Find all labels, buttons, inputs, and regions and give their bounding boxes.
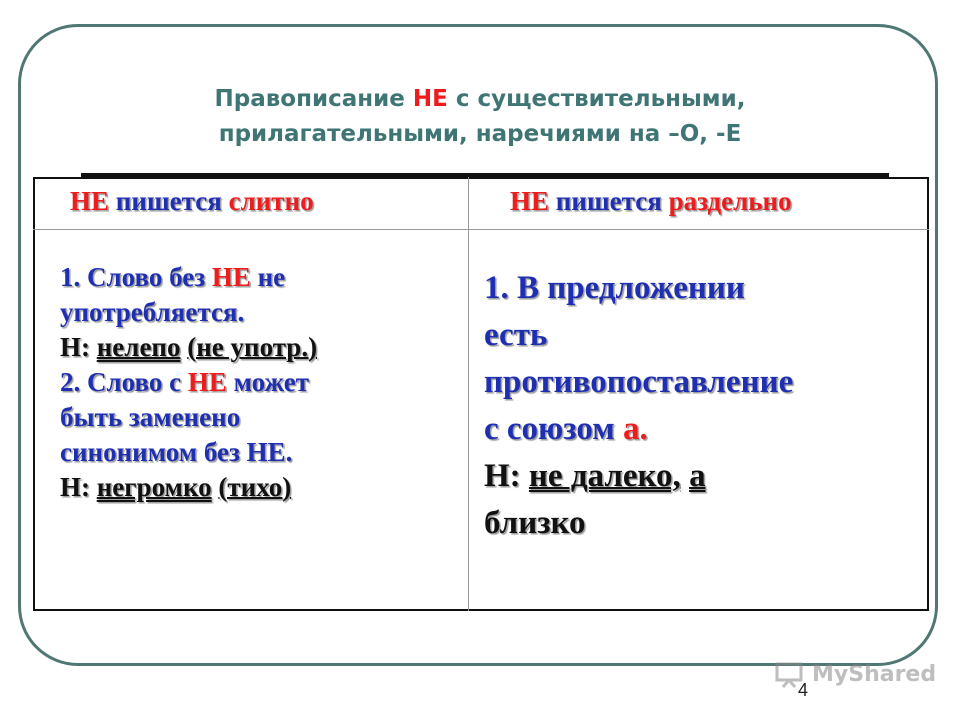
left-text: может [226, 367, 309, 397]
right-line: близко [484, 505, 586, 541]
page-number: 4 [798, 680, 809, 700]
title-line-1 [0, 82, 960, 117]
title-text: с существительными, [447, 86, 746, 112]
left-line [60, 365, 460, 400]
right-cell [484, 265, 924, 547]
left-text: не [250, 262, 286, 292]
right-line: 1. В предложении [484, 270, 745, 306]
header-text: пишется [549, 186, 669, 216]
header-divider [33, 229, 929, 230]
example-note: (тихо) [218, 472, 292, 502]
title-ne: НЕ [412, 86, 448, 112]
left-line [60, 260, 460, 295]
logo-text: MyShared [812, 662, 937, 687]
left-line: синонимом без НЕ. [60, 437, 293, 467]
example-word: негромко [96, 472, 212, 502]
example-label: Н: [484, 458, 521, 494]
left-example-1 [60, 330, 460, 365]
header-ne: НЕ [70, 186, 110, 216]
right-line: противопоставление [484, 364, 794, 400]
left-line: быть заменено [60, 402, 241, 432]
right-line: есть [484, 317, 548, 353]
left-ne: НЕ [211, 262, 251, 292]
header-accent: слитно [228, 186, 314, 216]
right-line [484, 406, 924, 453]
example-word: не далеко, [528, 458, 681, 494]
left-example-2 [60, 470, 460, 505]
example-note: (не употр.) [187, 332, 318, 362]
right-example [484, 453, 924, 500]
example-union: а [689, 458, 706, 494]
example-label: Н: [60, 332, 90, 362]
header-separate [510, 183, 792, 219]
left-text: 2. Слово с [60, 367, 188, 397]
title-text: Правописание [214, 86, 413, 112]
header-ne: НЕ [510, 186, 550, 216]
right-union: а. [622, 411, 648, 447]
example-label: Н: [60, 472, 90, 502]
slide-title [0, 82, 960, 152]
title-line-2: прилагательными, наречиями на –О, -Е [218, 121, 742, 147]
myshared-logo [768, 660, 937, 692]
left-line: употребляется. [60, 297, 245, 327]
right-text: с союзом [484, 411, 623, 447]
header-together [70, 183, 314, 219]
header-text: пишется [109, 186, 229, 216]
left-cell [60, 260, 460, 505]
column-divider [468, 177, 469, 611]
example-word: нелепо [96, 332, 181, 362]
left-ne: НЕ [187, 367, 227, 397]
header-accent: раздельно [668, 186, 792, 216]
left-text: 1. Слово без [60, 262, 212, 292]
